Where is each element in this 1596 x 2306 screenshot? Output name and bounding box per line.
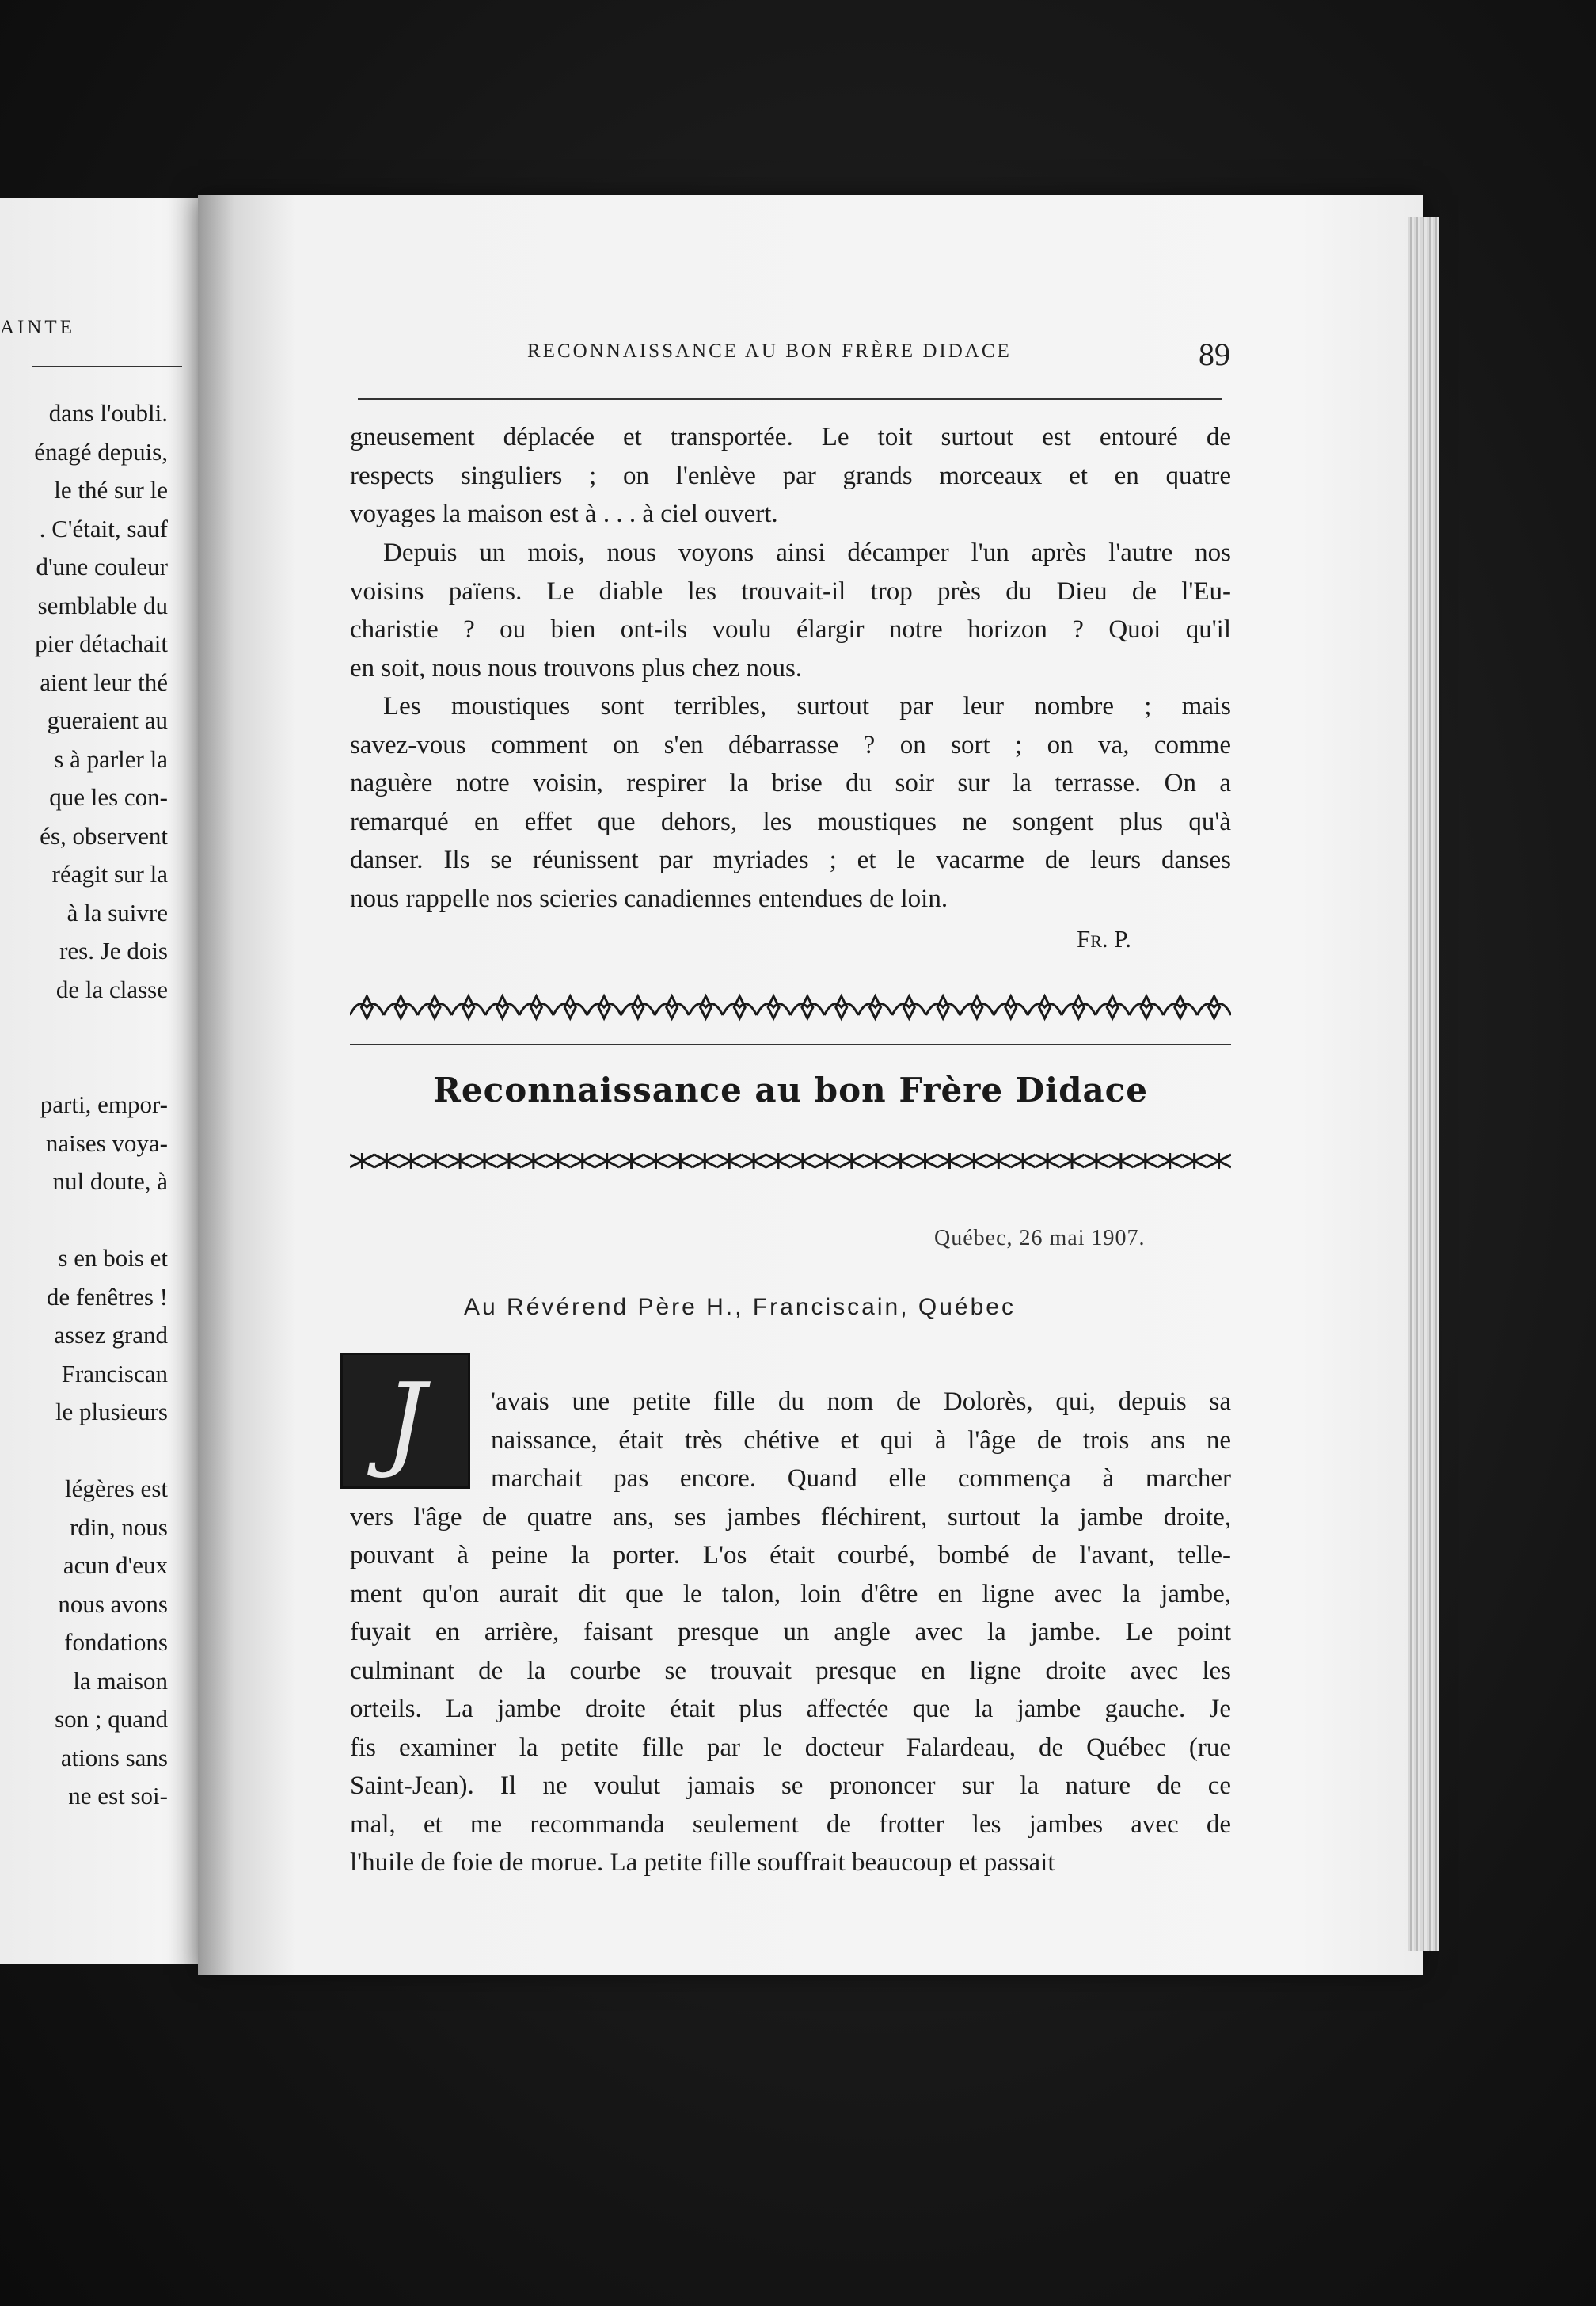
letter-line: pouvant à peine la porter. L'os était courbé, bombé de l'avant, telle- bbox=[350, 1541, 1231, 1570]
left-text-line: aient leur thé bbox=[40, 668, 168, 696]
left-text-line: s à parler la bbox=[54, 744, 168, 773]
left-text-line: ne est soi- bbox=[68, 1782, 168, 1809]
running-head: RECONNAISSANCE AU BON FRÈRE DIDACE bbox=[527, 341, 1012, 362]
text-line: remarqué en effet que dehors, les moustiques ne songent plus qu'à bbox=[350, 807, 1231, 836]
left-text-line: s en bois et bbox=[58, 1244, 168, 1272]
ornament-cross-icon bbox=[1206, 1153, 1231, 1169]
text-line: en soit, nous nous trouvons plus chez nous. bbox=[350, 653, 803, 683]
ornament-cross-icon bbox=[1036, 1153, 1060, 1169]
ornament-motif-icon bbox=[1130, 996, 1164, 1018]
ornament-motif-icon bbox=[1163, 996, 1197, 1018]
ornament-motif-icon bbox=[655, 996, 689, 1018]
left-text-line: le thé sur le bbox=[54, 476, 168, 504]
page-edges bbox=[1408, 217, 1439, 1951]
text-line: savez-vous comment on s'en débarrasse ? on sort ; on va, comme bbox=[350, 730, 1231, 759]
left-text-line: acun d'eux bbox=[63, 1551, 168, 1579]
ornament-motif-icon bbox=[926, 996, 960, 1018]
ornament-cross-icon bbox=[717, 1153, 742, 1169]
ornament-cross-icon bbox=[1011, 1153, 1036, 1169]
ornament-motif-icon bbox=[824, 996, 858, 1018]
ornament-motif-icon bbox=[553, 996, 587, 1018]
ornament-motif-icon bbox=[757, 996, 791, 1018]
text-line: Depuis un mois, nous voyons ainsi décamper l'un après l'autre nos bbox=[383, 538, 1231, 567]
ornament-cross-icon bbox=[913, 1153, 937, 1169]
signature: Fr. P. bbox=[1077, 925, 1131, 953]
left-running-head: AINTE bbox=[0, 317, 75, 338]
paragraph bbox=[350, 534, 1231, 687]
ornament-cross-icon bbox=[350, 1153, 374, 1169]
left-text-line: pier détachait bbox=[35, 630, 168, 657]
ornament-cross-icon bbox=[766, 1153, 791, 1169]
letter-line: l'huile de foie de morue. La petite fille souffrait beaucoup et passait bbox=[350, 1848, 1055, 1877]
ornament-cross-icon bbox=[1060, 1153, 1085, 1169]
ornament-cross-icon bbox=[521, 1153, 545, 1169]
ornament-motif-icon bbox=[892, 996, 926, 1018]
ornament-cross-icon bbox=[1157, 1153, 1182, 1169]
salutation: Au Révérend Père H., Franciscain, Québec bbox=[464, 1294, 1016, 1320]
ornament-cross-icon bbox=[570, 1153, 595, 1169]
left-text-line: . C'était, sauf bbox=[39, 514, 168, 542]
ornament-cross-icon bbox=[668, 1153, 693, 1169]
left-text-line: le plusieurs bbox=[55, 1398, 168, 1425]
left-text-line: la maison bbox=[73, 1666, 168, 1695]
ornament-cross-icon bbox=[497, 1153, 522, 1169]
letter-line: culminant de la courbe se trouvait presque en ligne droite avec les bbox=[350, 1656, 1231, 1685]
letter-line: orteils. La jambe droite était plus affectée que la jambe gauche. Je bbox=[350, 1695, 1231, 1723]
left-text-line: nul doute, à bbox=[52, 1167, 168, 1195]
left-text-line: nous avons bbox=[58, 1589, 168, 1618]
text-line: danser. Ils se réunissent par myriades ; et le vacarme de leurs danses bbox=[350, 846, 1231, 874]
text-line: charistie ? ou bien ont-ils voulu élargir notre horizon ? Quoi qu'il bbox=[350, 615, 1231, 644]
ornament-cross-icon bbox=[374, 1153, 399, 1169]
dateline: Québec, 26 mai 1907. bbox=[934, 1226, 1146, 1250]
ornament-cross-icon bbox=[644, 1153, 668, 1169]
ornament-motif-icon bbox=[485, 996, 519, 1018]
left-text-line: son ; quand bbox=[55, 1705, 168, 1733]
letter-line: fis examiner la petite fille par le docteur Falardeau, de Québec (rue bbox=[350, 1733, 1231, 1762]
ornament-cross-icon bbox=[619, 1153, 644, 1169]
text-line: gneusement déplacée et transportée. Le toit surtout est entouré de bbox=[350, 423, 1231, 451]
page-number: 89 bbox=[1199, 337, 1230, 372]
ornament-motif-icon bbox=[1062, 996, 1096, 1018]
text-line: voisins païens. Le diable les trouvait-il trop près du Dieu de l'Eu- bbox=[350, 576, 1231, 606]
left-text-line: réagit sur la bbox=[51, 860, 168, 888]
ornament-cross-icon bbox=[742, 1153, 766, 1169]
ornament-cross-icon bbox=[791, 1153, 815, 1169]
letter-line: mal, et me recommanda seulement de frotter les jambes avec de bbox=[350, 1809, 1231, 1839]
ornament-motif-icon bbox=[350, 996, 384, 1018]
left-text-line: naises voya- bbox=[45, 1128, 168, 1157]
left-text-line: assez grand bbox=[54, 1321, 168, 1349]
ornament-cross-icon bbox=[595, 1153, 619, 1169]
text-line: naguère notre voisin, respirer la brise du soir sur la terrasse. On a bbox=[350, 769, 1231, 797]
left-text-line: semblable du bbox=[37, 591, 168, 619]
ornament-band-icon bbox=[350, 991, 1231, 1025]
text-line: respects singuliers ; on l'enlève par grands morceaux et en quatre bbox=[350, 461, 1231, 490]
left-text-line: ations sans bbox=[60, 1743, 168, 1771]
letter-line: naissance, était très chétive et qui à l'âge de trois ans ne bbox=[491, 1425, 1231, 1455]
letter-body bbox=[350, 1383, 1231, 1882]
drop-cap-letter: J bbox=[384, 1360, 427, 1481]
left-text-line: res. Je dois bbox=[59, 937, 168, 965]
ornament-motif-icon bbox=[587, 996, 621, 1018]
ornament-cross-icon bbox=[839, 1153, 864, 1169]
left-text-line: parti, empor- bbox=[40, 1090, 168, 1118]
ornament-cross-icon bbox=[962, 1153, 986, 1169]
text-line: nous rappelle nos scieries canadiennes entendues de loin. bbox=[350, 884, 948, 913]
letter-line: 'avais une petite fille du nom de Dolorès, qui, depuis sa bbox=[491, 1387, 1231, 1416]
ornament-cross-icon bbox=[448, 1153, 473, 1169]
ornament-motif-icon bbox=[994, 996, 1028, 1018]
paragraph bbox=[350, 687, 1231, 918]
text-line: voyages la maison est à . . . à ciel ouvert. bbox=[350, 500, 778, 528]
ornament-cross-icon bbox=[693, 1153, 717, 1169]
head-rule bbox=[358, 398, 1222, 400]
ornament-cross-icon bbox=[815, 1153, 839, 1169]
left-text-line: de fenêtres ! bbox=[46, 1282, 168, 1311]
ornament-motif-icon bbox=[1096, 996, 1130, 1018]
article-title: Reconnaissance au bon Frère Didace bbox=[433, 1071, 1148, 1109]
ornament-motif-icon bbox=[418, 996, 452, 1018]
ornament-cross-icon bbox=[888, 1153, 913, 1169]
left-text-line: à la suivre bbox=[66, 898, 168, 927]
ornament-cross-icon bbox=[399, 1153, 424, 1169]
letter-line: fuyait en arrière, faisant presque un angle avec la jambe. Le point bbox=[350, 1618, 1231, 1646]
ornament-cross-icon bbox=[986, 1153, 1011, 1169]
ornament-motif-icon bbox=[519, 996, 553, 1018]
left-text-line: rdin, nous bbox=[70, 1513, 168, 1541]
ornament-motif-icon bbox=[689, 996, 723, 1018]
left-text-line: d'une couleur bbox=[36, 553, 168, 580]
left-head-rule bbox=[32, 366, 182, 367]
letter-line: vers l'âge de quatre ans, ses jambes fléchirent, surtout la jambe droite, bbox=[350, 1502, 1231, 1532]
ornament-cross-icon bbox=[1108, 1153, 1133, 1169]
left-text-line: Franciscan bbox=[61, 1359, 168, 1387]
letter-line: ment qu'on aurait dit que le talon, loin d'être en ligne avec la jambe, bbox=[350, 1579, 1231, 1608]
left-text-line: que les con- bbox=[49, 783, 168, 811]
ornament-cross-icon bbox=[473, 1153, 497, 1169]
ornament-motif-icon bbox=[384, 996, 418, 1018]
ornament-motif-icon bbox=[1197, 996, 1231, 1018]
ornament-cross-icon bbox=[1085, 1153, 1109, 1169]
letter-line: marchait pas encore. Quand elle commença à marcher bbox=[491, 1464, 1231, 1493]
ornament-motif-icon bbox=[858, 996, 892, 1018]
ornament-motif-icon bbox=[1028, 996, 1062, 1018]
text-line: Les moustiques sont terribles, surtout par leur nombre ; mais bbox=[383, 692, 1231, 721]
ornament-cross-icon bbox=[937, 1153, 962, 1169]
letter-line: Saint-Jean). Il ne voulut jamais se prononcer sur la nature de ce bbox=[350, 1771, 1231, 1800]
left-text-line: gueraient au bbox=[47, 706, 168, 734]
left-text-line: dans l'oubli. bbox=[48, 399, 168, 427]
left-text-line: fondations bbox=[64, 1628, 168, 1656]
ornament-cross-icon bbox=[1133, 1153, 1157, 1169]
ornament-cross-icon bbox=[864, 1153, 888, 1169]
ornament-rule bbox=[350, 1044, 1231, 1045]
ornament-motif-icon bbox=[723, 996, 757, 1018]
ornament-motif-icon bbox=[791, 996, 825, 1018]
ornament-motif-icon bbox=[960, 996, 994, 1018]
left-text-line: légères est bbox=[65, 1475, 168, 1502]
ornament-motif-icon bbox=[621, 996, 655, 1018]
ornament-cross-icon bbox=[545, 1153, 570, 1169]
left-text-line: de la classe bbox=[55, 975, 168, 1003]
ornament-cross-icon bbox=[424, 1153, 448, 1169]
left-text-line: és, observent bbox=[40, 821, 168, 850]
paragraph bbox=[350, 418, 1231, 534]
left-text-line: énagé depuis, bbox=[34, 437, 168, 466]
ornament-border-icon bbox=[350, 1150, 1231, 1172]
ornament-motif-icon bbox=[451, 996, 485, 1018]
ornament-cross-icon bbox=[1182, 1153, 1206, 1169]
